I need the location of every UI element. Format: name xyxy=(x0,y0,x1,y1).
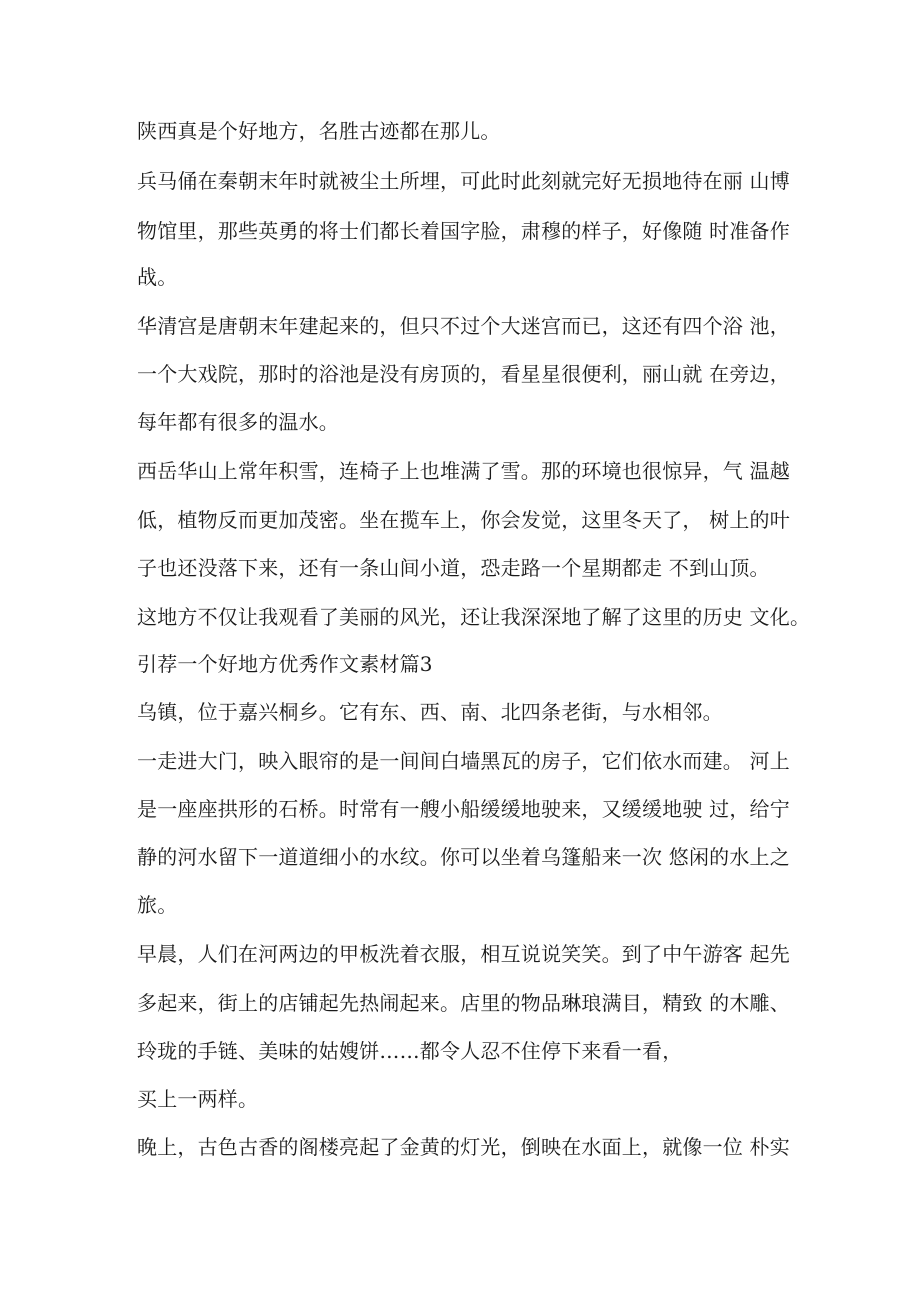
text-line: 西岳华山上常年积雪，连椅子上也堆满了雪。那的环境也很惊异，气 温越 xyxy=(137,459,790,483)
text-line: 早晨，人们在河两边的甲板洗着衣服，相互说说笑笑。到了中午游客 起先 xyxy=(137,942,790,966)
text-line: 每年都有很多的温水。 xyxy=(137,410,339,434)
text-line: 低，植物反而更加茂密。坐在揽车上，你会发觉，这里冬天了， 树上的叶 xyxy=(137,508,790,532)
text-line: 旅。 xyxy=(137,893,178,917)
text-line: 静的河水留下一道道细小的水纹。你可以坐着乌篷船来一次 悠闲的水上之 xyxy=(137,845,790,869)
text-line: 物馆里，那些英勇的将士们都长着国字脸，肃穆的样子，好像随 时准备作 xyxy=(137,219,790,243)
text-line: 是一座座拱形的石桥。时常有一艘小船缓缓地驶来，又缓缓地驶 过，给宁 xyxy=(137,797,790,821)
text-line: 玲珑的手链、美味的姑嫂饼……都令人忍不住停下来看一看， xyxy=(137,1039,683,1063)
section-heading: 引荐一个好地方优秀作文素材篇3 xyxy=(137,652,433,676)
text-line: 多起来，街上的店铺起先热闹起来。店里的物品琳琅满目，精致 的木雕、 xyxy=(137,991,790,1015)
text-line: 一个大戏院，那时的浴池是没有房顶的，看星星很便利，丽山就 在旁边， xyxy=(137,362,790,386)
text-line: 乌镇，位于嘉兴桐乡。它有东、西、南、北四条老街，与水相邻。 xyxy=(137,700,723,724)
text-line: 战。 xyxy=(137,265,178,289)
text-line: 买上一两样。 xyxy=(137,1087,259,1111)
text-line: 一走进大门，映入眼帘的是一间间白墙黑瓦的房子，它们依水而建。 河上 xyxy=(137,749,790,773)
text-line: 晚上，古色古香的阁楼亮起了金黄的灯光，倒映在水面上，就像一位 朴实 xyxy=(137,1135,790,1159)
text-line: 兵马俑在秦朝末年时就被尘土所埋，可此时此刻就完好无损地待在丽 山博 xyxy=(137,169,790,193)
text-line: 子也还没落下来，还有一条山间小道，恐走路一个星期都走 不到山顶。 xyxy=(137,556,770,580)
text-line: 华清宫是唐朝末年建起来的，但只不过个大迷宫而已，这还有四个浴 池， xyxy=(137,314,790,338)
text-line: 陕西真是个好地方，名胜古迹都在那儿。 xyxy=(137,119,501,143)
text-line: 这地方不仅让我观看了美丽的风光，还让我深深地了解了这里的历史 文化。 xyxy=(137,605,811,629)
